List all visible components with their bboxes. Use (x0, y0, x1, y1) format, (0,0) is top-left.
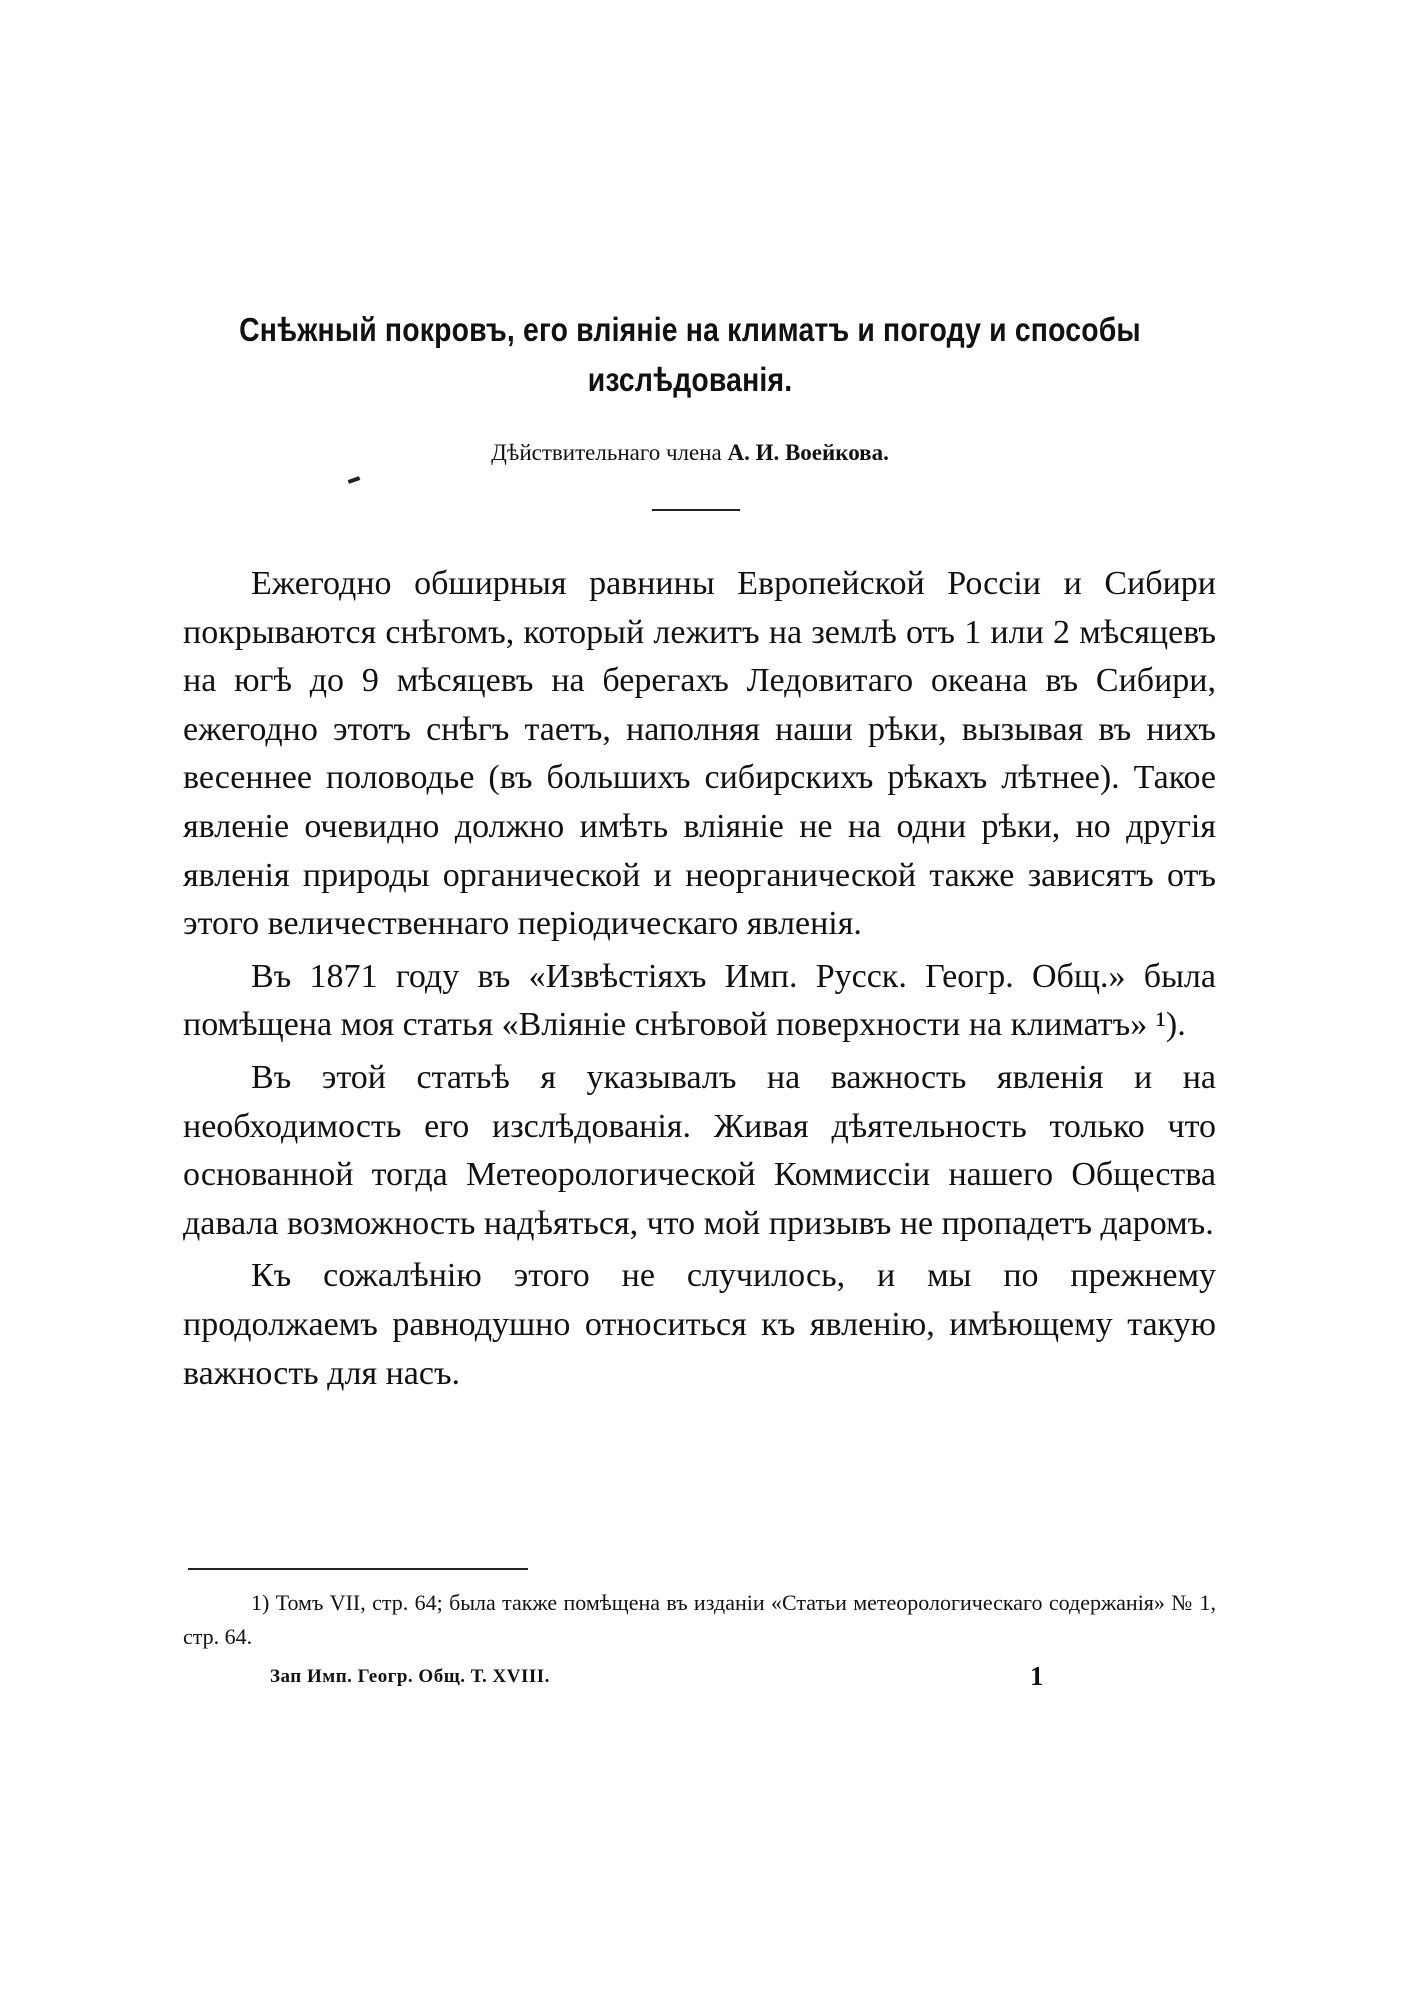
body-paragraph-2: Въ 1871 году въ «Извѣстіяхъ Имп. Русск. Геогр. Общ.» была помѣщена моя статья «Вліяніе снѣговой поверхности на климатъ» ¹). (183, 957, 1216, 1044)
page-number: 1 (1030, 1661, 1044, 1691)
author-line (150, 437, 1230, 469)
title-separator-rule (652, 509, 740, 511)
article-title-line-2: изслѣдованія. (587, 361, 793, 398)
printer-signature: Зап Имп. Геогр. Общ. Т. XVIII. (270, 1666, 550, 1687)
footnote-separator-rule (188, 1568, 528, 1570)
author-prefix: Дѣйствительнаго члена (491, 440, 722, 465)
author-name: А. И. Воейкова. (727, 440, 889, 465)
footnote-1: 1) Томъ VII, стр. 64; была также помѣщена въ изданіи «Статьи метеорологическаго содержанія» № 1, стр. 64. (183, 1590, 1216, 1649)
body-paragraph-4: Къ сожалѣнію этого не случилось, и мы по прежнему продолжаемъ равнодушно относиться къ явленію, имѣющему такую важность для насъ. (183, 1257, 1216, 1392)
article-body (183, 560, 1216, 1398)
body-paragraph-3: Въ этой статьѣ я указывалъ на важность явленія и на необходимость его изслѣдованія. Живая дѣятельность только что основанной тогда Метеорологической Коммиссіи нашего Общества давала возможность надѣяться, что мой призывъ не пропадетъ даромъ. (183, 1058, 1216, 1242)
article-title-line-1: Снѣжный покровъ, его вліяніе на климатъ и погоду и способы (239, 311, 1141, 348)
stray-ink-mark (348, 476, 361, 484)
body-paragraph-1: Ежегодно обширныя равнины Европейской Россіи и Сибири покрываются снѣгомъ, который лежитъ на землѣ отъ 1 или 2 мѣсяцевъ на югѣ до 9 мѣсяцевъ на берегахъ Ледовитаго океана въ Сибири, ежегодно этотъ снѣгъ таетъ, наполняя наши рѣки, вызывая въ нихъ весеннее половодье (въ большихъ сибирскихъ рѣкахъ лѣтнее). Такое явленіе очевидно должно имѣть вліяніе не на одни рѣки, но другія явленія природы органической и неорганической также зависятъ отъ этого величественнаго періодическаго явленія. (183, 565, 1216, 943)
article-title (226, 305, 1155, 405)
